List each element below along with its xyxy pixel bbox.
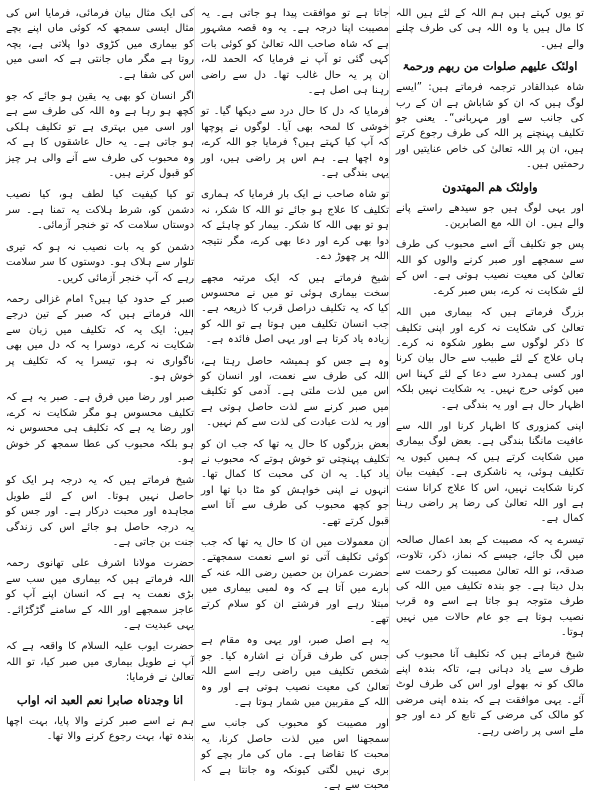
paragraph: پس جو تکلیف آئے اسے محبوب کی طرف سے سمجھے اور صبر کرنے والوں کو اللہ تعالیٰ کی معیت نصیب ہوتی ہے۔ اس کے لئے شکایت نہ کرے، بس صبر کرے۔ bbox=[396, 239, 584, 297]
paragraph: تو شاہ صاحب نے ایک بار فرمایا کہ ہماری تکلیف کا علاج ہو جائے تو اللہ کا شکر، نہ ہو تو بھی اللہ کا شکر۔ بیمار کو چاہئے کہ دوا بھی کرے اور دعا بھی کرے، مگر نتیجہ اللہ پر چھوڑ دے۔ bbox=[201, 189, 389, 263]
paragraph: شیخ فرماتے ہیں کہ تکلیف آنا محبوب کی طرف سے یاد دہانی ہے، تاکہ بندہ اپنے مالک کو نہ بھولے اور اس کی طرف لوٹ آئے۔ یہی موافقت ہے کہ بندہ اپنی مرضی کو مالک کی مرضی کے تابع کر دے اور جو ملے اسی پر راضی رہے۔ bbox=[396, 648, 584, 737]
paragraph: یہ ہے اصل صبر، اور یہی وہ مقام ہے جس کی طرف قرآن نے اشارہ کیا۔ جو شخص تکلیف میں راضی رہے اسے اللہ تعالیٰ کی معیت نصیب ہوتی ہے اور وہ اللہ کے مقربین میں شمار ہوتا ہے۔ bbox=[201, 635, 389, 709]
paragraph: تو یوں کہتے ہیں ہم اللہ کے لئے ہیں اللہ کا مال ہیں یا وہ اللہ ہی کی طرف چلنے والے ہیں۔ bbox=[396, 8, 584, 50]
paragraph: شیخ فرماتے ہیں کہ ایک مرتبہ مجھے سخت بیماری ہوئی تو میں نے محسوس کیا کہ یہ تکلیف دراصل قرب کا ذریعہ ہے۔ جب انسان تکلیف میں ہوتا ہے تو اللہ کو زیادہ یاد کرتا ہے اور یہی اصل فائدہ ہے۔ bbox=[201, 272, 389, 346]
paragraph: ان معمولات میں ان کا حال یہ تھا کہ جب کوئی تکلیف آتی تو اسے نعمت سمجھتے۔ حضرت عمران بن حصین رضی اللہ عنہ کے بارے میں آتا ہے کہ وہ لمبی بیماری میں مبتلا رہے اور فرشتے ان کو سلام کرتے تھے۔ bbox=[201, 537, 389, 626]
section-heading: اولئک علیھم صلوات من ربھم ورحمۃ bbox=[402, 59, 578, 74]
paragraph: تو کیا کیفیت کیا لطف ہو، کیا نصیب دشمن کو، شرط ہلاکت یہ تمنا ہے۔ سر دوستاں سلامت کہ تو خنجر آزمائی۔ bbox=[6, 189, 194, 232]
paragraph: تیسرے یہ کہ مصیبت کے بعد اعمال صالحہ میں لگ جائے، جیسے کہ نماز، ذکر، تلاوت، صدقہ، تو اللہ تعالیٰ مصیبت کو رحمت سے بدل دیتا ہے۔ جو بندہ تکلیف میں اللہ کی طرف متوجہ ہو جاتا ہے اسے وہ قرب نصیب ہوتا ہے جو عام حالات میں نہیں ہوتا۔ bbox=[396, 534, 584, 639]
paragraph: اور مصیبت کو محبوب کی جانب سے سمجھنا اس میں لذت حاصل کرنا، یہ محبت کا تقاضا ہے۔ ماں کی مار بچے کو بری نہیں لگتی کیونکہ وہ جانتا ہے کہ محبت سے ہے۔ bbox=[201, 718, 389, 792]
paragraph: صبر اور رضا میں فرق ہے۔ صبر یہ ہے کہ تکلیف محسوس ہو مگر شکایت نہ کرے، اور رضا یہ ہے کہ تکلیف ہی محسوس نہ ہو بلکہ محبوب کی عطا سمجھ کر خوش ہو۔ bbox=[6, 392, 194, 465]
paragraph: فرمایا کہ دل کا حال درد سے دیکھا گیا۔ تو خوشی کا لمحہ بھی آیا۔ لوگوں نے پوچھا کہ آپ کیا کہتے ہیں؟ فرمایا جو اللہ کرے، وہ اچھا ہے۔ ہم اس پر راضی ہیں، اور یہی بندگی ہے۔ bbox=[201, 106, 389, 180]
paragraph: کی ایک مثال بیان فرمائی، فرمایا اس کی مثال ایسی سمجھ کہ کوئی ماں اپنے بچے کو بیماری میں کڑوی دوا پلاتی ہے، بچہ روتا ہے مگر ماں جانتی ہے کہ اسی میں اس کی شفا ہے۔ bbox=[6, 8, 194, 81]
text-column-right bbox=[396, 6, 584, 781]
section-heading: واولئک ھم المھتدون bbox=[442, 179, 538, 194]
paragraph: ہم نے اسے صبر کرنے والا پایا، بہت اچھا بندہ تھا، بہت رجوع کرنے والا تھا۔ bbox=[6, 715, 194, 743]
paragraph: شاہ عبدالقادر ترجمہ فرماتے ہیں: ”ایسے لوگ ہیں کہ ان کو شاباش ہے ان کے رب کی جانب سے اور مہربانی“۔ یعنی جو تکلیف پہنچنے پر اللہ کی طرف رجوع کرتے ہیں، ان پر اللہ تعالیٰ کی خاص عنایتیں اور رحمتیں ہیں۔ bbox=[396, 82, 584, 171]
paragraph: حضرت ایوب علیہ السلام کا واقعہ ہے کہ آپ نے طویل بیماری میں صبر کیا، تو اللہ تعالیٰ نے فرمایا: bbox=[6, 641, 194, 684]
text-column-left bbox=[6, 6, 195, 781]
section-heading: انا وجدناہ صابرا نعم العبد انہ اواب bbox=[16, 692, 184, 707]
paragraph: وہ ہے جس کو ہمیشہ حاصل رہتا ہے، اللہ کی طرف سے نعمت، اور انسان کو اس میں لذت ملتی ہے۔ آدمی کو تکلیف میں صبر کرنے سے لذت حاصل ہوتی ہے اور یہ لذت عبادت کی لذت سے کم نہیں۔ bbox=[201, 355, 389, 429]
paragraph: بزرگ فرماتے ہیں کہ بیماری میں اللہ تعالیٰ کی شکایت نہ کرے اور اپنی تکلیف کا ذکر لوگوں سے بطور شکوہ نہ کرے۔ ہاں علاج کے لئے طبیب سے حال بیان کرنا اور کسی ہمدرد سے دعا کے لئے کہنا اس میں کوئی حرج نہیں۔ یہ شکایت نہیں بلکہ اظہار حال ہے اور یہ بندگی ہے۔ bbox=[396, 307, 584, 411]
paragraph: حضرت مولانا اشرف علی تھانوی رحمہ اللہ فرماتے ہیں کہ بیماری میں سب سے بڑی نعمت یہ ہے کہ انسان اپنے آپ کو عاجز سمجھے اور اللہ کے سامنے گڑگڑائے۔ یہی عبدیت ہے۔ bbox=[6, 558, 194, 632]
document-page bbox=[6, 6, 584, 792]
paragraph: دشمن کو یہ بات نصیب نہ ہو کہ تیری تلوار سے ہلاک ہو۔ دوستوں کا سر سلامت رہے کہ آپ خنجر آزمائی کریں۔ bbox=[6, 241, 194, 284]
paragraph: اگر انسان کو بھی یہ یقین ہو جائے کہ جو کچھ ہو رہا ہے وہ اللہ کی طرف سے ہے اور اسی میں بہتری ہے تو تکلیف ہلکی ہو جاتی ہے۔ یہ حال عاشقوں کا ہے کہ وہ محبوب کی طرف سے آنے والی ہر چیز کو قبول کرتے ہیں۔ bbox=[6, 91, 194, 180]
paragraph: صبر کے حدود کیا ہیں؟ امام غزالی رحمہ اللہ فرماتے ہیں کہ صبر کے تین درجے ہیں: ایک یہ کہ تکلیف میں زبان سے شکایت نہ کرے، دوسرا یہ کہ دل میں بھی ناگواری نہ ہو، تیسرا یہ کہ تکلیف پر خوش ہو۔ bbox=[6, 293, 194, 382]
paragraph: اپنی کمزوری کا اظہار کرنا اور اللہ سے عافیت مانگنا بندگی ہے۔ بعض لوگ بیماری میں شکایت کرتے ہیں کہ ہمیں کیوں یہ تکلیف ہوئی، یہ ناشکری ہے۔ کیفیت بیان کرنا شکایت نہیں، اس کا علاج کرانا سنت ہے اور اللہ تعالیٰ کی رضا پر راضی رہنا کمال ہے۔ bbox=[396, 420, 584, 525]
paragraph: اور یہی لوگ ہیں جو سیدھے راستے پانے والے ہیں۔ ان اللہ مع الصابرین۔ bbox=[396, 202, 584, 230]
text-column-middle bbox=[201, 6, 390, 792]
paragraph: بعض بزرگوں کا حال یہ تھا کہ جب ان کو تکلیف پہنچتی تو خوش ہوتے کہ محبوب نے یاد کیا۔ یہ ان کی محبت کا کمال تھا۔ انہوں نے اپنی خواہش کو مٹا دیا تھا اور جو کچھ محبوب کی طرف سے آتا اسے قبول کرتے تھے۔ bbox=[201, 438, 389, 527]
paragraph: جاتا ہے تو موافقت پیدا ہو جاتی ہے۔ یہ مصیبت اپنا درجہ ہے۔ یہ وہ قصہ مشہور ہے کہ شاہ صاحب اللہ تعالیٰ کو کوئی بات کہی گئی تو آپ نے فرمایا کہ الحمد للہ، ان پر یہ حال غالب تھا۔ دل سے راضی رہنا ہی اصل ہے۔ bbox=[201, 8, 389, 97]
paragraph: شیخ فرماتے ہیں کہ یہ درجہ ہر ایک کو حاصل نہیں ہوتا۔ اس کے لئے طویل مجاہدہ اور محبت درکار ہے۔ اور جس کو یہ درجہ حاصل ہو جائے اس کی زندگی جنت بن جاتی ہے۔ bbox=[6, 475, 194, 548]
